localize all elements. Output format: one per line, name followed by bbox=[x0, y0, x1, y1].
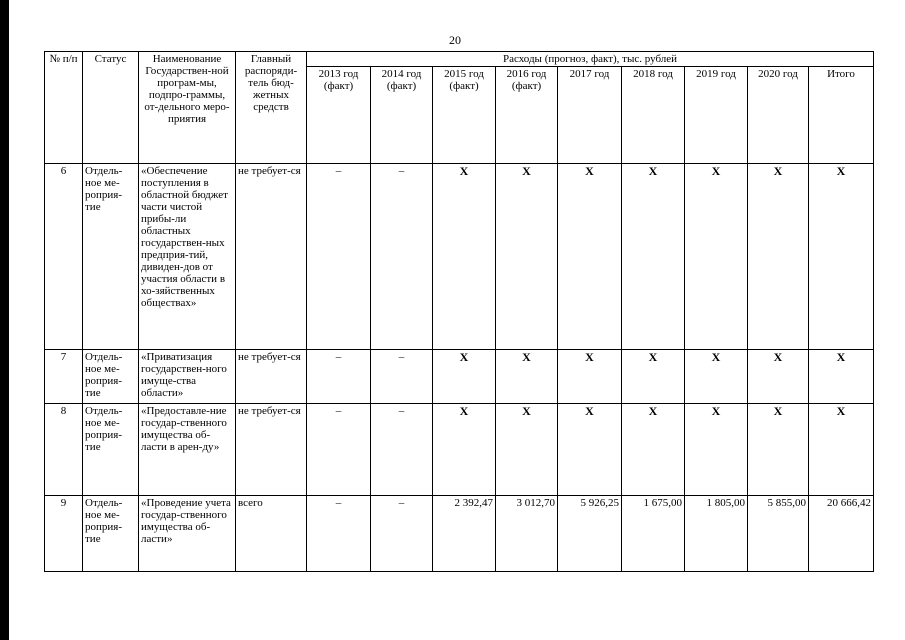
header-year: 2013 год (факт) bbox=[307, 67, 371, 164]
cell-value: Х bbox=[558, 164, 622, 350]
header-name: Наименование Государствен-ной програм-мы, подпро-граммы, от-дельного меро-приятия bbox=[139, 52, 236, 164]
cell-value: Х bbox=[809, 350, 874, 404]
header-year: 2014 год (факт) bbox=[371, 67, 433, 164]
cell-value: 5 926,25 bbox=[558, 496, 622, 572]
row-num: 8 bbox=[45, 404, 83, 496]
row-name: «Обеспечение поступления в областной бюджет части чистой прибы-ли областных государствен-ных предприя-тий, дивиден-дов от участия области в хо-зяйственных обществах» bbox=[139, 164, 236, 350]
cell-value: Х bbox=[748, 164, 809, 350]
header-row-1 bbox=[45, 52, 874, 67]
header-total: Итого bbox=[809, 67, 874, 164]
table-row bbox=[45, 350, 874, 404]
header-year: 2017 год bbox=[558, 67, 622, 164]
cell-value: 3 012,70 bbox=[496, 496, 558, 572]
header-expenses: Расходы (прогноз, факт), тыс. рублей bbox=[307, 52, 874, 67]
budget-table bbox=[44, 51, 874, 572]
cell-value: 5 855,00 bbox=[748, 496, 809, 572]
scan-edge bbox=[0, 0, 9, 640]
cell-value: – bbox=[371, 350, 433, 404]
header-year: 2018 год bbox=[622, 67, 685, 164]
cell-value: – bbox=[307, 350, 371, 404]
table-row bbox=[45, 404, 874, 496]
cell-value: 1 805,00 bbox=[685, 496, 748, 572]
cell-value: Х bbox=[558, 404, 622, 496]
header-num: № п/п bbox=[45, 52, 83, 164]
cell-value: Х bbox=[433, 164, 496, 350]
row-num: 7 bbox=[45, 350, 83, 404]
cell-value: Х bbox=[433, 404, 496, 496]
cell-value: 20 666,42 bbox=[809, 496, 874, 572]
cell-value: Х bbox=[748, 404, 809, 496]
cell-value: – bbox=[371, 496, 433, 572]
header-year: 2015 год (факт) bbox=[433, 67, 496, 164]
cell-value: Х bbox=[809, 404, 874, 496]
cell-value: Х bbox=[496, 404, 558, 496]
header-manager: Главный распоряди-тель бюд-жетных средств bbox=[236, 52, 307, 164]
cell-value: Х bbox=[809, 164, 874, 350]
cell-value: Х bbox=[496, 350, 558, 404]
row-num: 6 bbox=[45, 164, 83, 350]
cell-value: 2 392,47 bbox=[433, 496, 496, 572]
table-row bbox=[45, 496, 874, 572]
cell-value: – bbox=[371, 404, 433, 496]
row-name: «Предоставле-ние государ-ственного имущества об-ласти в арен-ду» bbox=[139, 404, 236, 496]
cell-value: Х bbox=[622, 350, 685, 404]
row-manager: всего bbox=[236, 496, 307, 572]
cell-value: Х bbox=[622, 404, 685, 496]
cell-value: Х bbox=[496, 164, 558, 350]
row-manager: не требует-ся bbox=[236, 404, 307, 496]
row-manager: не требует-ся bbox=[236, 350, 307, 404]
header-year: 2019 год bbox=[685, 67, 748, 164]
cell-value: Х bbox=[433, 350, 496, 404]
row-manager: не требует-ся bbox=[236, 164, 307, 350]
cell-value: Х bbox=[748, 350, 809, 404]
row-status: Отдель-ное ме-роприя-тие bbox=[83, 350, 139, 404]
row-name: «Проведение учета государ-ственного имущества об-ласти» bbox=[139, 496, 236, 572]
cell-value: 1 675,00 bbox=[622, 496, 685, 572]
cell-value: – bbox=[307, 404, 371, 496]
header-status: Статус bbox=[83, 52, 139, 164]
header-year: 2016 год (факт) bbox=[496, 67, 558, 164]
row-status: Отдель-ное ме-роприя-тие bbox=[83, 164, 139, 350]
cell-value: – bbox=[307, 164, 371, 350]
row-status: Отдель-ное ме-роприя-тие bbox=[83, 496, 139, 572]
row-status: Отдель-ное ме-роприя-тие bbox=[83, 404, 139, 496]
cell-value: – bbox=[371, 164, 433, 350]
row-num: 9 bbox=[45, 496, 83, 572]
cell-value: Х bbox=[685, 164, 748, 350]
cell-value: Х bbox=[685, 350, 748, 404]
header-year: 2020 год bbox=[748, 67, 809, 164]
table-row bbox=[45, 164, 874, 350]
row-name: «Приватизация государствен-ного имуще-ства области» bbox=[139, 350, 236, 404]
cell-value: Х bbox=[622, 164, 685, 350]
cell-value: – bbox=[307, 496, 371, 572]
cell-value: Х bbox=[685, 404, 748, 496]
page-number: 20 bbox=[449, 33, 461, 47]
cell-value: Х bbox=[558, 350, 622, 404]
